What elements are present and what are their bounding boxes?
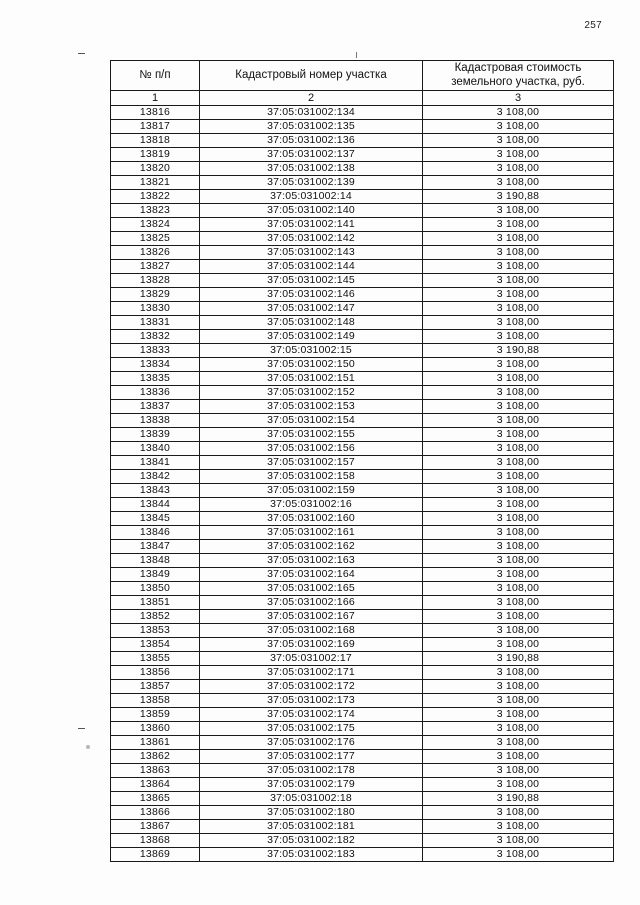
cell-cadastral-value: 3 108,00 bbox=[423, 553, 614, 567]
header-number: № п/п bbox=[111, 61, 200, 91]
table-row bbox=[111, 651, 614, 665]
cell-row-number: 13854 bbox=[111, 637, 200, 651]
cell-row-number: 13847 bbox=[111, 539, 200, 553]
cell-row-number: 13868 bbox=[111, 833, 200, 847]
cell-cadastral-number: 37:05:031002:157 bbox=[200, 455, 423, 469]
cell-row-number: 13844 bbox=[111, 497, 200, 511]
cell-row-number: 13840 bbox=[111, 441, 200, 455]
table-row bbox=[111, 315, 614, 329]
table-row bbox=[111, 231, 614, 245]
header-cadastral-number: Кадастровый номер участка bbox=[200, 61, 423, 91]
cell-cadastral-value: 3 108,00 bbox=[423, 455, 614, 469]
page-number: 257 bbox=[584, 20, 602, 31]
cell-cadastral-number: 37:05:031002:135 bbox=[200, 119, 423, 133]
cell-cadastral-value: 3 108,00 bbox=[423, 217, 614, 231]
cell-row-number: 13821 bbox=[111, 175, 200, 189]
cell-row-number: 13834 bbox=[111, 357, 200, 371]
cell-cadastral-value: 3 108,00 bbox=[423, 105, 614, 119]
cell-row-number: 13828 bbox=[111, 273, 200, 287]
cell-row-number: 13833 bbox=[111, 343, 200, 357]
cell-cadastral-number: 37:05:031002:148 bbox=[200, 315, 423, 329]
cell-row-number: 13816 bbox=[111, 105, 200, 119]
table-row bbox=[111, 147, 614, 161]
cell-row-number: 13861 bbox=[111, 735, 200, 749]
cell-row-number: 13851 bbox=[111, 595, 200, 609]
cell-cadastral-number: 37:05:031002:152 bbox=[200, 385, 423, 399]
table-row bbox=[111, 721, 614, 735]
cell-cadastral-number: 37:05:031002:160 bbox=[200, 511, 423, 525]
table-row bbox=[111, 329, 614, 343]
cell-cadastral-value: 3 108,00 bbox=[423, 273, 614, 287]
cell-row-number: 13838 bbox=[111, 413, 200, 427]
table-row bbox=[111, 833, 614, 847]
cell-row-number: 13822 bbox=[111, 189, 200, 203]
table-row bbox=[111, 707, 614, 721]
table-row bbox=[111, 763, 614, 777]
table-row bbox=[111, 203, 614, 217]
table-row bbox=[111, 399, 614, 413]
table-row bbox=[111, 679, 614, 693]
cell-row-number: 13869 bbox=[111, 847, 200, 861]
cell-cadastral-value: 3 108,00 bbox=[423, 385, 614, 399]
cell-cadastral-number: 37:05:031002:182 bbox=[200, 833, 423, 847]
cell-cadastral-number: 37:05:031002:175 bbox=[200, 721, 423, 735]
cell-row-number: 13825 bbox=[111, 231, 200, 245]
table-row bbox=[111, 791, 614, 805]
cell-cadastral-number: 37:05:031002:169 bbox=[200, 637, 423, 651]
cell-row-number: 13850 bbox=[111, 581, 200, 595]
cell-cadastral-value: 3 108,00 bbox=[423, 427, 614, 441]
cell-row-number: 13827 bbox=[111, 259, 200, 273]
cell-cadastral-value: 3 108,00 bbox=[423, 721, 614, 735]
cell-cadastral-number: 37:05:031002:149 bbox=[200, 329, 423, 343]
cell-row-number: 13823 bbox=[111, 203, 200, 217]
table-row bbox=[111, 357, 614, 371]
cell-cadastral-value: 3 190,88 bbox=[423, 791, 614, 805]
cell-row-number: 13858 bbox=[111, 693, 200, 707]
cell-row-number: 13859 bbox=[111, 707, 200, 721]
column-index-3: 3 bbox=[423, 90, 614, 105]
cell-cadastral-value: 3 108,00 bbox=[423, 469, 614, 483]
cell-cadastral-value: 3 108,00 bbox=[423, 623, 614, 637]
cell-cadastral-number: 37:05:031002:141 bbox=[200, 217, 423, 231]
cell-row-number: 13829 bbox=[111, 287, 200, 301]
cell-cadastral-number: 37:05:031002:140 bbox=[200, 203, 423, 217]
cell-row-number: 13826 bbox=[111, 245, 200, 259]
table-row bbox=[111, 483, 614, 497]
cell-cadastral-value: 3 108,00 bbox=[423, 441, 614, 455]
table-row bbox=[111, 427, 614, 441]
cell-row-number: 13832 bbox=[111, 329, 200, 343]
table-row bbox=[111, 413, 614, 427]
cell-cadastral-value: 3 108,00 bbox=[423, 399, 614, 413]
cell-cadastral-number: 37:05:031002:162 bbox=[200, 539, 423, 553]
cell-cadastral-number: 37:05:031002:153 bbox=[200, 399, 423, 413]
cell-row-number: 13846 bbox=[111, 525, 200, 539]
table-row bbox=[111, 609, 614, 623]
header-cadastral-value: Кадастровая стоимость земельного участка, руб. bbox=[423, 61, 614, 91]
cell-cadastral-number: 37:05:031002:167 bbox=[200, 609, 423, 623]
cell-cadastral-value: 3 108,00 bbox=[423, 231, 614, 245]
table-row bbox=[111, 301, 614, 315]
table-row bbox=[111, 581, 614, 595]
table-row bbox=[111, 497, 614, 511]
margin-tick-lower-left bbox=[78, 728, 85, 729]
cell-cadastral-number: 37:05:031002:18 bbox=[200, 791, 423, 805]
cell-cadastral-value: 3 108,00 bbox=[423, 805, 614, 819]
cell-row-number: 13866 bbox=[111, 805, 200, 819]
table-row bbox=[111, 567, 614, 581]
table-row bbox=[111, 119, 614, 133]
cell-cadastral-number: 37:05:031002:178 bbox=[200, 763, 423, 777]
cell-cadastral-value: 3 108,00 bbox=[423, 539, 614, 553]
cell-cadastral-number: 37:05:031002:165 bbox=[200, 581, 423, 595]
cell-cadastral-value: 3 108,00 bbox=[423, 371, 614, 385]
cell-cadastral-number: 37:05:031002:142 bbox=[200, 231, 423, 245]
table-row bbox=[111, 133, 614, 147]
table-row bbox=[111, 511, 614, 525]
cell-row-number: 13860 bbox=[111, 721, 200, 735]
cell-cadastral-number: 37:05:031002:177 bbox=[200, 749, 423, 763]
table-row bbox=[111, 371, 614, 385]
cell-cadastral-number: 37:05:031002:158 bbox=[200, 469, 423, 483]
table-row bbox=[111, 777, 614, 791]
table-header-row bbox=[111, 61, 614, 91]
cell-cadastral-number: 37:05:031002:134 bbox=[200, 105, 423, 119]
cell-cadastral-value: 3 108,00 bbox=[423, 609, 614, 623]
table-body bbox=[111, 105, 614, 861]
cell-cadastral-number: 37:05:031002:154 bbox=[200, 413, 423, 427]
cell-cadastral-number: 37:05:031002:146 bbox=[200, 287, 423, 301]
cadastral-table-wrapper bbox=[110, 60, 610, 862]
table-row bbox=[111, 805, 614, 819]
table-row bbox=[111, 623, 614, 637]
cell-cadastral-number: 37:05:031002:138 bbox=[200, 161, 423, 175]
cell-cadastral-value: 3 108,00 bbox=[423, 245, 614, 259]
cell-row-number: 13862 bbox=[111, 749, 200, 763]
cell-cadastral-number: 37:05:031002:15 bbox=[200, 343, 423, 357]
cell-cadastral-value: 3 108,00 bbox=[423, 413, 614, 427]
cell-row-number: 13839 bbox=[111, 427, 200, 441]
cell-row-number: 13857 bbox=[111, 679, 200, 693]
cell-cadastral-value: 3 190,88 bbox=[423, 343, 614, 357]
table-column-number-row bbox=[111, 90, 614, 105]
cell-cadastral-value: 3 108,00 bbox=[423, 763, 614, 777]
cell-row-number: 13819 bbox=[111, 147, 200, 161]
cell-cadastral-number: 37:05:031002:137 bbox=[200, 147, 423, 161]
cell-cadastral-number: 37:05:031002:155 bbox=[200, 427, 423, 441]
cell-cadastral-value: 3 108,00 bbox=[423, 735, 614, 749]
cell-cadastral-value: 3 108,00 bbox=[423, 847, 614, 861]
cell-cadastral-number: 37:05:031002:172 bbox=[200, 679, 423, 693]
cell-cadastral-number: 37:05:031002:151 bbox=[200, 371, 423, 385]
cell-cadastral-value: 3 108,00 bbox=[423, 595, 614, 609]
cell-cadastral-number: 37:05:031002:144 bbox=[200, 259, 423, 273]
cell-row-number: 13831 bbox=[111, 315, 200, 329]
table-row bbox=[111, 595, 614, 609]
cell-cadastral-value: 3 108,00 bbox=[423, 833, 614, 847]
cell-cadastral-number: 37:05:031002:171 bbox=[200, 665, 423, 679]
cell-cadastral-number: 37:05:031002:14 bbox=[200, 189, 423, 203]
table-row bbox=[111, 385, 614, 399]
cell-cadastral-number: 37:05:031002:183 bbox=[200, 847, 423, 861]
cell-cadastral-number: 37:05:031002:17 bbox=[200, 651, 423, 665]
table-row bbox=[111, 245, 614, 259]
cell-cadastral-value: 3 108,00 bbox=[423, 147, 614, 161]
table-row bbox=[111, 539, 614, 553]
column-index-2: 2 bbox=[200, 90, 423, 105]
cell-row-number: 13848 bbox=[111, 553, 200, 567]
cell-cadastral-value: 3 108,00 bbox=[423, 259, 614, 273]
cell-cadastral-value: 3 108,00 bbox=[423, 483, 614, 497]
cell-cadastral-value: 3 108,00 bbox=[423, 693, 614, 707]
cell-row-number: 13818 bbox=[111, 133, 200, 147]
cell-cadastral-number: 37:05:031002:164 bbox=[200, 567, 423, 581]
table-row bbox=[111, 819, 614, 833]
cell-cadastral-number: 37:05:031002:166 bbox=[200, 595, 423, 609]
table-row bbox=[111, 105, 614, 119]
cell-row-number: 13856 bbox=[111, 665, 200, 679]
cell-cadastral-value: 3 108,00 bbox=[423, 315, 614, 329]
table-row bbox=[111, 469, 614, 483]
cell-cadastral-number: 37:05:031002:161 bbox=[200, 525, 423, 539]
cell-cadastral-number: 37:05:031002:181 bbox=[200, 819, 423, 833]
cell-row-number: 13864 bbox=[111, 777, 200, 791]
cell-cadastral-value: 3 190,88 bbox=[423, 651, 614, 665]
cell-cadastral-number: 37:05:031002:163 bbox=[200, 553, 423, 567]
cell-cadastral-number: 37:05:031002:143 bbox=[200, 245, 423, 259]
cell-cadastral-value: 3 190,88 bbox=[423, 189, 614, 203]
cell-row-number: 13849 bbox=[111, 567, 200, 581]
table-row bbox=[111, 189, 614, 203]
cell-row-number: 13835 bbox=[111, 371, 200, 385]
cell-cadastral-number: 37:05:031002:136 bbox=[200, 133, 423, 147]
cell-cadastral-value: 3 108,00 bbox=[423, 665, 614, 679]
cell-cadastral-number: 37:05:031002:174 bbox=[200, 707, 423, 721]
cell-cadastral-number: 37:05:031002:156 bbox=[200, 441, 423, 455]
cell-cadastral-value: 3 108,00 bbox=[423, 357, 614, 371]
cell-row-number: 13817 bbox=[111, 119, 200, 133]
cell-row-number: 13845 bbox=[111, 511, 200, 525]
cell-cadastral-number: 37:05:031002:176 bbox=[200, 735, 423, 749]
table-row bbox=[111, 525, 614, 539]
cell-row-number: 13855 bbox=[111, 651, 200, 665]
cell-row-number: 13865 bbox=[111, 791, 200, 805]
cell-row-number: 13820 bbox=[111, 161, 200, 175]
cell-cadastral-number: 37:05:031002:173 bbox=[200, 693, 423, 707]
table-row bbox=[111, 735, 614, 749]
table-row bbox=[111, 455, 614, 469]
table-row bbox=[111, 553, 614, 567]
table-row bbox=[111, 693, 614, 707]
table-row bbox=[111, 287, 614, 301]
cell-cadastral-value: 3 108,00 bbox=[423, 329, 614, 343]
cell-cadastral-value: 3 108,00 bbox=[423, 497, 614, 511]
cell-cadastral-value: 3 108,00 bbox=[423, 511, 614, 525]
cell-row-number: 13863 bbox=[111, 763, 200, 777]
cell-cadastral-number: 37:05:031002:180 bbox=[200, 805, 423, 819]
cell-cadastral-value: 3 108,00 bbox=[423, 161, 614, 175]
table-row bbox=[111, 441, 614, 455]
cell-row-number: 13842 bbox=[111, 469, 200, 483]
margin-tick-top-center bbox=[356, 52, 357, 58]
cell-cadastral-value: 3 108,00 bbox=[423, 301, 614, 315]
cell-row-number: 13830 bbox=[111, 301, 200, 315]
cell-cadastral-number: 37:05:031002:139 bbox=[200, 175, 423, 189]
table-row bbox=[111, 343, 614, 357]
cell-cadastral-value: 3 108,00 bbox=[423, 707, 614, 721]
table-row bbox=[111, 637, 614, 651]
cell-cadastral-number: 37:05:031002:159 bbox=[200, 483, 423, 497]
cell-row-number: 13852 bbox=[111, 609, 200, 623]
cell-cadastral-value: 3 108,00 bbox=[423, 287, 614, 301]
table-row bbox=[111, 749, 614, 763]
cell-row-number: 13837 bbox=[111, 399, 200, 413]
cell-cadastral-value: 3 108,00 bbox=[423, 119, 614, 133]
table-row bbox=[111, 847, 614, 861]
cell-cadastral-value: 3 108,00 bbox=[423, 819, 614, 833]
cell-row-number: 13824 bbox=[111, 217, 200, 231]
cell-cadastral-value: 3 108,00 bbox=[423, 581, 614, 595]
cell-cadastral-number: 37:05:031002:16 bbox=[200, 497, 423, 511]
table-row bbox=[111, 175, 614, 189]
column-index-1: 1 bbox=[111, 90, 200, 105]
cell-row-number: 13867 bbox=[111, 819, 200, 833]
cell-cadastral-number: 37:05:031002:168 bbox=[200, 623, 423, 637]
table-row bbox=[111, 259, 614, 273]
cell-cadastral-number: 37:05:031002:147 bbox=[200, 301, 423, 315]
cell-cadastral-value: 3 108,00 bbox=[423, 175, 614, 189]
margin-tick-top-left bbox=[78, 53, 85, 54]
cell-cadastral-number: 37:05:031002:150 bbox=[200, 357, 423, 371]
cell-row-number: 13843 bbox=[111, 483, 200, 497]
cell-cadastral-value: 3 108,00 bbox=[423, 525, 614, 539]
cell-row-number: 13836 bbox=[111, 385, 200, 399]
table-row bbox=[111, 273, 614, 287]
cell-cadastral-value: 3 108,00 bbox=[423, 133, 614, 147]
cell-row-number: 13841 bbox=[111, 455, 200, 469]
cell-cadastral-value: 3 108,00 bbox=[423, 749, 614, 763]
cadastral-table bbox=[110, 60, 614, 862]
cell-cadastral-value: 3 108,00 bbox=[423, 777, 614, 791]
cell-cadastral-value: 3 108,00 bbox=[423, 567, 614, 581]
cell-cadastral-number: 37:05:031002:145 bbox=[200, 273, 423, 287]
page-speck bbox=[86, 745, 90, 749]
table-row bbox=[111, 161, 614, 175]
cell-cadastral-value: 3 108,00 bbox=[423, 637, 614, 651]
table-row bbox=[111, 217, 614, 231]
cell-cadastral-number: 37:05:031002:179 bbox=[200, 777, 423, 791]
cell-cadastral-value: 3 108,00 bbox=[423, 679, 614, 693]
cell-cadastral-value: 3 108,00 bbox=[423, 203, 614, 217]
cell-row-number: 13853 bbox=[111, 623, 200, 637]
table-row bbox=[111, 665, 614, 679]
